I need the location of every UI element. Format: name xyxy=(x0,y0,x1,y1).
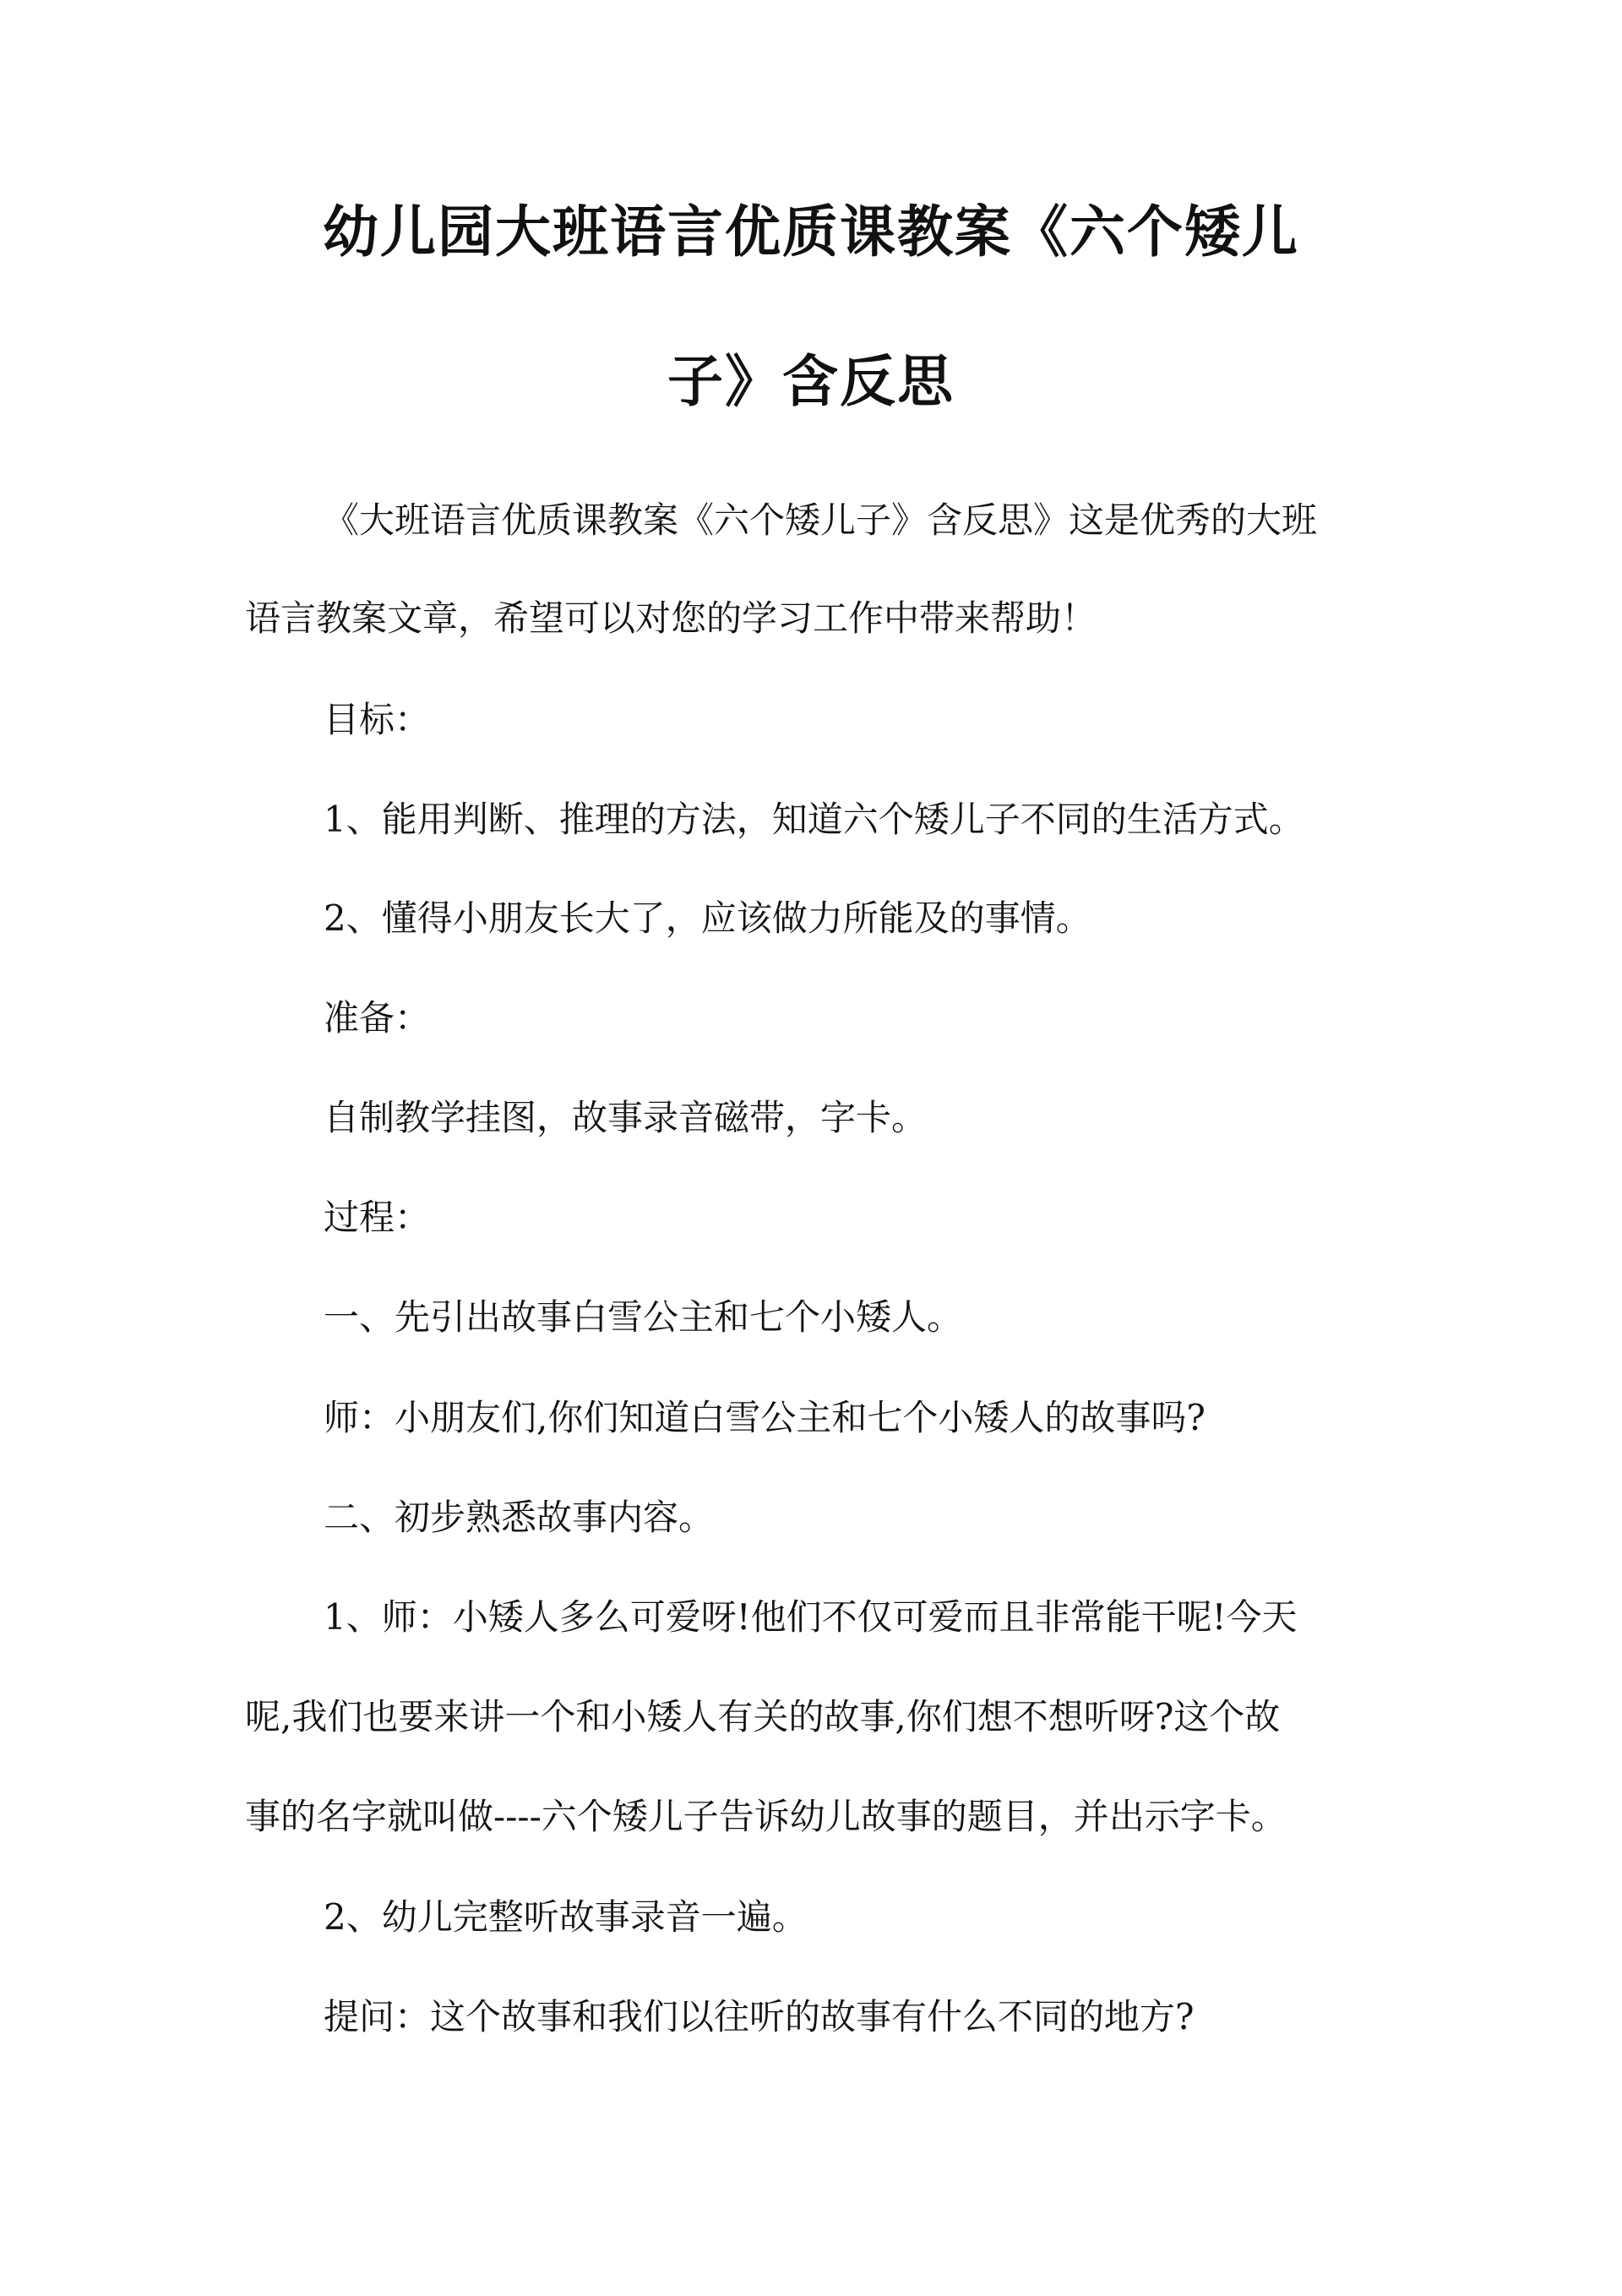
document-title-line-1: 幼儿园大班语言优质课教案《六个矮儿 xyxy=(323,199,1299,265)
paragraph-line: 一、先引出故事白雪公主和七个小矮人。 xyxy=(324,1296,963,1338)
paragraph-line: 自制教学挂图，故事录音磁带，字卡。 xyxy=(324,1097,928,1138)
paragraph-line: 呢,我们也要来讲一个和小矮人有关的故事,你们想不想听呀?这个故 xyxy=(245,1696,1281,1737)
section-heading-preparation: 准备： xyxy=(324,997,431,1039)
section-heading-process: 过程： xyxy=(324,1197,431,1238)
paragraph-line: 2、幼儿完整听故事录音一遍。 xyxy=(324,1896,808,1938)
paragraph-line: 《大班语言优质课教案《六个矮儿子》含反思》这是优秀的大班 xyxy=(324,499,1318,541)
paragraph-line: 事的名字就叫做----六个矮儿子告诉幼儿故事的题目，并出示字卡。 xyxy=(245,1796,1287,1837)
paragraph-line: 语言教案文章，希望可以对您的学习工作中带来帮助！ xyxy=(245,597,1097,639)
document-title-line-2: 子》含反思 xyxy=(667,348,955,414)
paragraph-line: 二、初步熟悉故事内容。 xyxy=(324,1497,715,1538)
paragraph-line: 2、懂得小朋友长大了，应该做力所能及的事情。 xyxy=(324,897,1091,939)
paragraph-line: 1、师：小矮人多么可爱呀!他们不仅可爱而且非常能干呢!今天 xyxy=(324,1596,1298,1638)
section-heading-goals: 目标： xyxy=(324,699,431,740)
paragraph-line: 师：小朋友们,你们知道白雪公主和七个小矮人的故事吗? xyxy=(324,1397,1206,1438)
paragraph-line: 1、能用判断、推理的方法，知道六个矮儿子不同的生活方式。 xyxy=(324,799,1304,840)
paragraph-line: 提问：这个故事和我们以往听的故事有什么不同的地方? xyxy=(324,1996,1195,2037)
